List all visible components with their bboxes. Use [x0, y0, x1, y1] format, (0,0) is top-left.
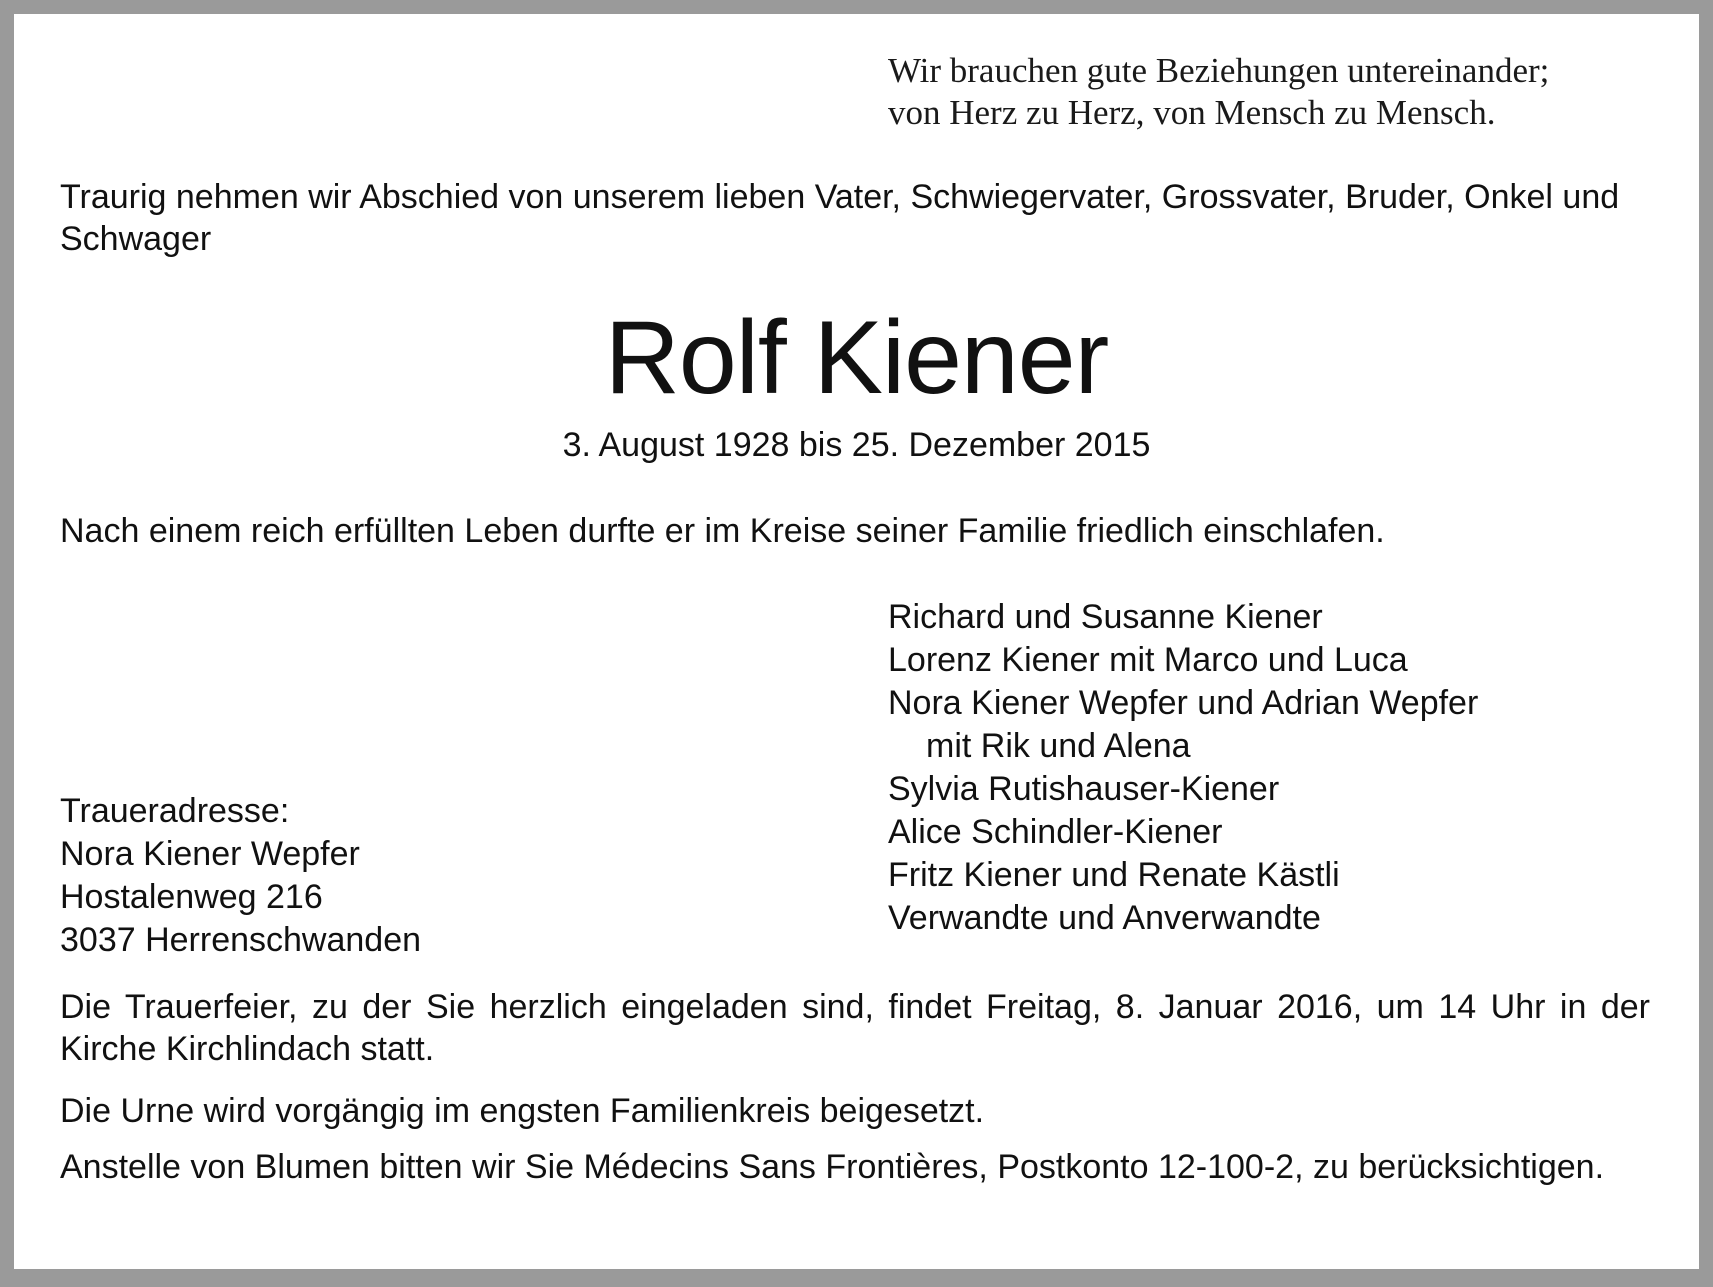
address-name: Nora Kiener Wepfer	[60, 835, 360, 873]
funeral-service-paragraph: Die Trauerfeier, zu der Sie herzlich eingeladen sind, findet Freitag, 8. Januar 2016, um 14 Uhr in der Kirche Kirchlindach statt.	[60, 988, 1650, 1068]
life-dates: 3. August 1928 bis 25. Dezember 2015	[562, 426, 1151, 464]
mourner-entry: Sylvia Rutishauser-Kiener	[888, 770, 1280, 808]
address-street: Hostalenweg 216	[60, 878, 323, 916]
motto-line-1: Wir brauchen gute Beziehungen untereinander;	[888, 51, 1550, 90]
deceased-name: Rolf Kiener	[604, 300, 1109, 416]
address-city: 3037 Herrenschwanden	[60, 921, 422, 959]
address-label: Traueradresse:	[60, 792, 290, 830]
mourning-address	[60, 790, 421, 962]
closing-line: Nach einem reich erfüllten Leben durfte er im Kreise seiner Familie friedlich einschlafen.	[60, 512, 1385, 550]
urn-burial-paragraph: Die Urne wird vorgängig im engsten Familienkreis beigesetzt.	[60, 1092, 985, 1130]
mourner-entry: Alice Schindler-Kiener	[888, 813, 1223, 851]
mourner-entry: Lorenz Kiener mit Marco und Luca	[888, 641, 1408, 679]
donation-paragraph: Anstelle von Blumen bitten wir Sie Médecins Sans Frontières, Postkonto 12-100-2, zu berücksichtigen.	[60, 1148, 1605, 1186]
obituary-notice	[14, 14, 1699, 1269]
intro-text: Traurig nehmen wir Abschied von unserem lieben Vater, Schwiegervater, Grossvater, Bruder, Onkel und Schwager	[60, 178, 1620, 258]
mourner-entry-continuation: mit Rik und Alena	[926, 727, 1191, 765]
mourner-entry: Verwandte und Anverwandte	[888, 899, 1321, 937]
mourners-list	[888, 596, 1478, 940]
mourner-entry: Nora Kiener Wepfer und Adrian Wepfer	[888, 684, 1479, 722]
mourner-entry: Richard und Susanne Kiener	[888, 598, 1323, 636]
motto-line-2: von Herz zu Herz, von Mensch zu Mensch.	[888, 93, 1496, 132]
mourner-entry: Fritz Kiener und Renate Kästli	[888, 856, 1340, 894]
motto-quote	[888, 50, 1549, 134]
